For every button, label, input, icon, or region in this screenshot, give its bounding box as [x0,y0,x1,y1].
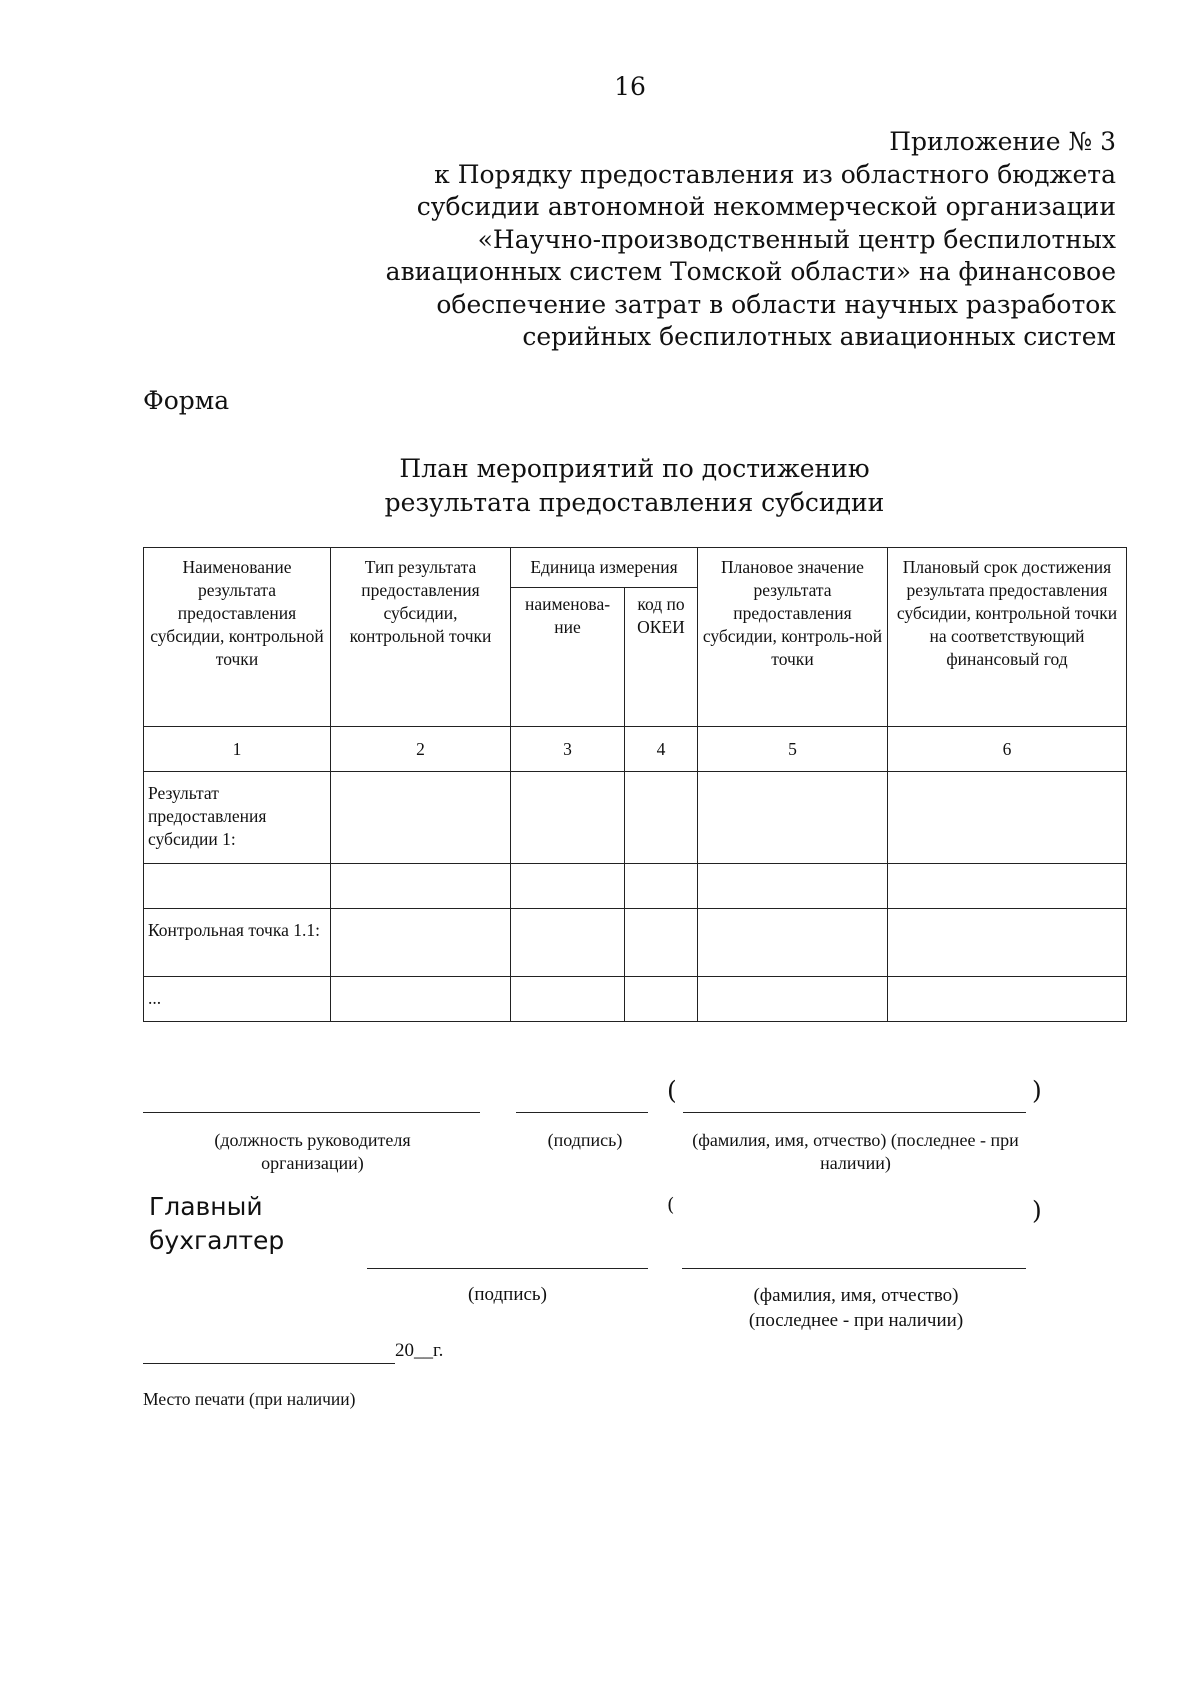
column-number: 1 [144,727,331,772]
head-name-line [683,1112,1026,1113]
header-name: Наименование результата предоставления субсидии, контрольной точки [144,548,331,727]
appendix-block [386,126,1116,354]
row-label [144,864,331,909]
plan-table [143,547,1127,1022]
title-line-2: результата предоставления субсидии [384,488,885,517]
row-label: ... [144,977,331,1022]
header-planned-deadline: Плановый срок достижения результата предоставления субсидии, контрольной точки на соответствующий финансовый год [888,548,1127,727]
paren-close: ) [1032,1196,1042,1225]
header-unit-name: наименова-ние [511,588,625,727]
paren-open: ( [667,1076,677,1105]
chief-accountant-label: Главный бухгалтер [149,1192,285,1255]
column-number: 5 [698,727,888,772]
header-type: Тип результата предоставления субсидии, контрольной точки [331,548,511,727]
appendix-line: «Научно-производственный центр беспилотных [477,224,1116,254]
table-row [144,909,1127,977]
header-okei-code: код по ОКЕИ [625,588,698,727]
column-number: 6 [888,727,1127,772]
appendix-line: обеспечение затрат в области научных разработок [436,289,1116,319]
appendix-line: авиационных систем Томской области» на финансовое [385,257,1116,286]
appendix-line: Приложение № 3 [889,127,1116,156]
appendix-line: серийных беспилотных авиационных систем [522,322,1116,351]
document-title [143,452,1126,520]
chief-name-line [682,1268,1026,1269]
chief-name-caption: (фамилия, имя, отчество) (последнее - при наличии) [748,1285,964,1331]
head-position-line [143,1112,480,1113]
table-row [144,864,1127,909]
date-year-text: 20__г. [395,1340,444,1361]
column-number: 3 [511,727,625,772]
form-label: Форма [143,386,230,415]
appendix-line: к Порядку предоставления из областного бюджета [434,159,1116,189]
row-label: Результат предоставления субсидии 1: [144,772,331,864]
chief-signature-line [367,1268,648,1269]
paren-open: ( [667,1194,675,1216]
table-row [144,977,1127,1022]
chief-signature-caption: (подпись) [468,1284,547,1305]
paren-close: ) [1032,1076,1042,1105]
row-label: Контрольная точка 1.1: [144,909,331,977]
date-line [143,1363,395,1364]
table-row [144,772,1127,864]
page-number: 16 [614,72,646,101]
stamp-text: Место печати (при наличии) [143,1389,356,1409]
head-position-caption: (должность руководителя организации) [214,1130,411,1173]
head-signature-line [516,1112,648,1113]
header-planned-value: Плановое значение результата предоставления субсидии, контроль-ной точки [698,548,888,727]
appendix-line: субсидии автономной некоммерческой организации [416,192,1116,221]
column-number: 4 [625,727,698,772]
header-unit-group: Единица измерения [511,548,698,588]
head-signature-caption: (подпись) [547,1130,623,1150]
head-name-caption: (фамилия, имя, отчество) (последнее - при наличии) [692,1130,1019,1173]
column-number: 2 [331,727,511,772]
title-line-1: План мероприятий по достижению [399,454,870,483]
